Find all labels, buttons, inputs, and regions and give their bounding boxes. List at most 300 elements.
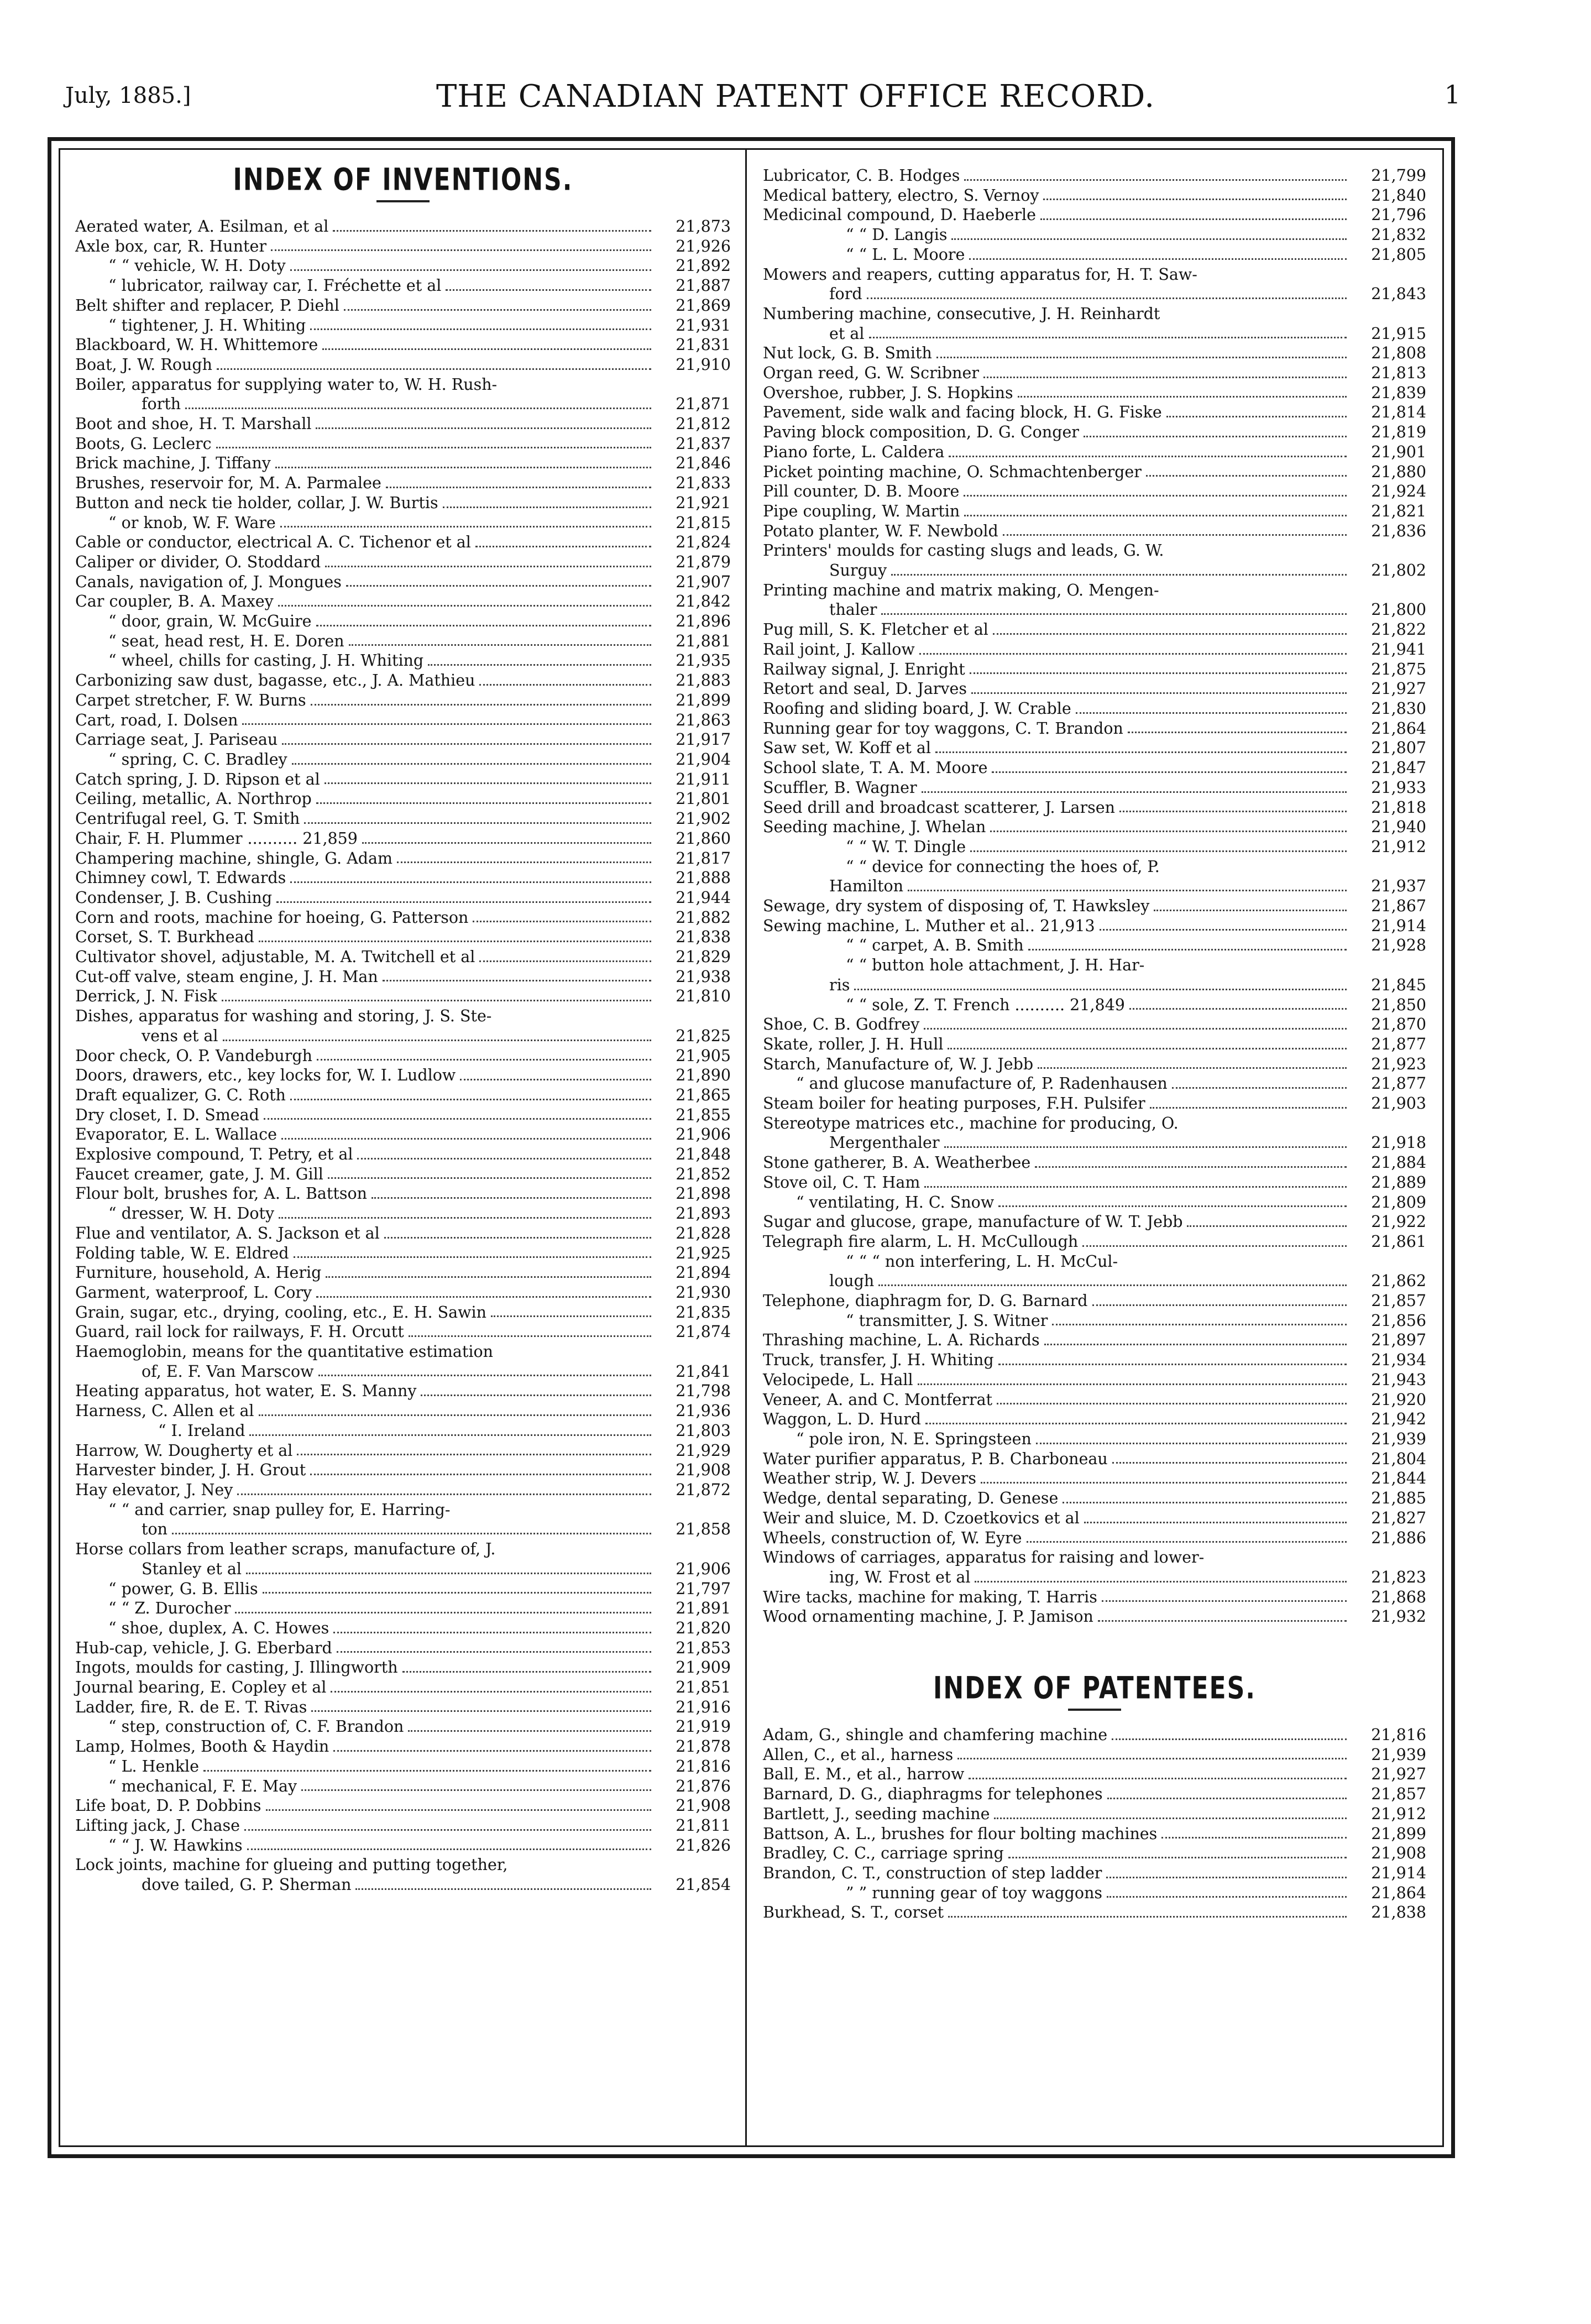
entry-text: Flue and ventilator, A. S. Jackson et al — [75, 1224, 380, 1242]
dot-leader — [1172, 1087, 1347, 1089]
entry-text: “ power, G. B. Ellis — [108, 1579, 258, 1598]
patent-number: 21,812 — [676, 415, 731, 434]
entry-text: Canals, navigation of, J. Mongues — [75, 572, 342, 591]
entry-text: Garment, waterproof, L. Cory — [75, 1283, 312, 1302]
patent-number: 21,905 — [676, 1046, 731, 1065]
dot-leader — [223, 1040, 652, 1041]
invention-entry — [763, 916, 1426, 936]
patentee-entry — [763, 1804, 1426, 1824]
dot-leader — [1112, 1462, 1347, 1464]
invention-entry — [75, 217, 731, 237]
patent-number: 21,832 — [1371, 226, 1426, 244]
invention-entry — [75, 1224, 731, 1244]
invention-entry — [763, 1232, 1426, 1252]
dot-leader — [276, 901, 651, 903]
invention-entry — [75, 1599, 731, 1618]
dot-leader — [333, 1750, 651, 1752]
entry-text: Sewing machine, L. Muther et al.. 21,913 — [763, 916, 1095, 935]
invention-entry — [763, 778, 1426, 798]
invention-entry — [75, 276, 731, 296]
dot-leader — [344, 309, 651, 311]
entry-text: Organ reed, G. W. Scribner — [763, 364, 979, 383]
dot-leader — [217, 368, 651, 370]
patent-number: 21,818 — [1371, 798, 1426, 817]
patent-number: 21,883 — [676, 671, 731, 690]
dot-leader — [1008, 1857, 1347, 1858]
entry-text: Centrifugal reel, G. T. Smith — [75, 810, 300, 828]
invention-entry — [763, 442, 1426, 462]
invention-entry — [75, 1421, 731, 1441]
dot-leader — [975, 1581, 1347, 1583]
entry-text: Wood ornamenting machine, J. P. Jamison — [763, 1607, 1093, 1626]
patent-number: 21,893 — [676, 1204, 731, 1223]
patent-number: 21,846 — [676, 454, 731, 473]
dot-leader — [259, 1414, 651, 1416]
dot-leader — [964, 179, 1347, 181]
entry-text: Brick machine, J. Tiffany — [75, 454, 271, 473]
entry-text: Stanley et al — [142, 1559, 242, 1578]
dot-leader — [460, 1079, 651, 1080]
entry-text: Shoe, C. B. Godfrey — [763, 1015, 920, 1034]
dot-leader — [1036, 1443, 1347, 1444]
patent-number: 21,872 — [676, 1481, 731, 1499]
inventions-heading: INDEX OF INVENTIONS. — [233, 162, 573, 198]
invention-entry — [75, 1579, 731, 1599]
dot-leader — [266, 1809, 651, 1811]
invention-entry — [763, 896, 1426, 916]
patent-number: 21,816 — [1371, 1726, 1426, 1745]
entry-text: ris — [829, 975, 850, 994]
patent-number: 21,881 — [676, 631, 731, 650]
entry-text: Lamp, Holmes, Booth & Haydin — [75, 1737, 329, 1756]
entry-text: et al — [829, 324, 865, 343]
entry-text: Pipe coupling, W. Martin — [763, 502, 960, 520]
entry-text: Carbonizing saw dust, bagasse, etc., J. A. Mathieu — [75, 671, 475, 690]
invention-entry — [75, 1638, 731, 1658]
invention-entry — [763, 541, 1426, 561]
issue-date: July, 1885.] — [65, 83, 191, 108]
entry-text: Sewage, dry system of disposing of, T. Hawksley — [763, 897, 1150, 916]
entry-text: Car coupler, B. A. Maxey — [75, 592, 274, 611]
patentees-list — [763, 1725, 1426, 1923]
invention-entry — [75, 1145, 731, 1164]
entry-text: Weir and sluice, M. D. Czoetkovics et al — [763, 1508, 1080, 1527]
patent-number: 21,906 — [676, 1125, 731, 1144]
patent-number: 21,942 — [1371, 1410, 1426, 1429]
invention-entry — [763, 995, 1426, 1015]
patent-number: 21,923 — [1371, 1054, 1426, 1073]
dot-leader — [203, 1770, 651, 1772]
invention-entry — [763, 186, 1426, 206]
dot-leader — [235, 1612, 651, 1613]
invention-entry — [763, 1212, 1426, 1232]
invention-entry — [763, 660, 1426, 680]
invention-entry — [75, 434, 731, 454]
entry-text: “ “ W. T. Dingle — [846, 837, 966, 856]
invention-entry — [75, 1362, 731, 1382]
dot-leader — [1106, 1877, 1347, 1878]
patent-number: 21,854 — [676, 1876, 731, 1894]
patent-number: 21,934 — [1371, 1351, 1426, 1370]
patent-number: 21,912 — [1371, 837, 1426, 856]
invention-entry — [75, 1026, 731, 1046]
entry-text: “ step, construction of, C. F. Brandon — [108, 1717, 404, 1736]
dot-leader — [242, 723, 651, 725]
invention-entry — [75, 237, 731, 257]
entry-text: Chair, F. H. Plummer .......... 21,859 — [75, 829, 358, 848]
patent-number: 21,909 — [676, 1658, 731, 1677]
dot-leader — [311, 1710, 651, 1712]
entry-text: Paving block composition, D. G. Conger — [763, 423, 1079, 442]
dot-leader — [294, 1256, 651, 1258]
invention-entry — [75, 1618, 731, 1638]
dot-leader — [409, 1335, 651, 1337]
invention-entry — [763, 1133, 1426, 1153]
dot-leader — [310, 1474, 651, 1475]
entry-text: “ ventilating, H. C. Snow — [796, 1193, 995, 1211]
patent-number: 21,917 — [676, 730, 731, 749]
invention-entry — [75, 1263, 731, 1283]
dot-leader — [346, 585, 651, 587]
invention-entry — [763, 581, 1426, 600]
dot-leader — [994, 1818, 1347, 1819]
invention-entry — [763, 1054, 1426, 1074]
entry-text: lough — [829, 1272, 875, 1291]
invention-entry — [75, 1066, 731, 1085]
dot-leader — [259, 941, 651, 942]
entry-text: “ spring, C. C. Bradley — [108, 750, 287, 769]
dot-leader — [317, 1059, 651, 1061]
entry-text: Pug mill, S. K. Fletcher et al — [763, 620, 988, 639]
entry-text: Wire tacks, machine for making, T. Harris — [763, 1587, 1097, 1606]
dot-leader — [281, 1138, 651, 1140]
patent-number: 21,803 — [676, 1421, 731, 1440]
entry-text: Catch spring, J. D. Ripson et al — [75, 770, 320, 788]
entry-text: “ wheel, chills for casting, J. H. Whiting — [108, 651, 424, 670]
invention-entry — [75, 552, 731, 572]
patent-number: 21,824 — [676, 533, 731, 552]
dot-leader — [310, 328, 651, 330]
dot-leader — [983, 377, 1347, 378]
invention-entry — [763, 225, 1426, 245]
patent-number: 21,831 — [676, 336, 731, 354]
patent-number: 21,820 — [676, 1618, 731, 1637]
entry-text: “ mechanical, F. E. May — [108, 1777, 297, 1795]
dot-leader — [922, 791, 1347, 793]
entry-text: Piano forte, L. Caldera — [763, 442, 945, 461]
invention-entry — [75, 809, 731, 829]
invention-entry — [763, 679, 1426, 699]
patent-number: 21,877 — [1371, 1074, 1426, 1093]
entry-text: Axle box, car, R. Hunter — [75, 237, 266, 255]
invention-entry — [763, 975, 1426, 995]
patent-number: 21,864 — [1371, 719, 1426, 738]
entry-text: Ball, E. M., et al., harrow — [763, 1765, 965, 1784]
invention-entry — [75, 256, 731, 276]
invention-entry — [763, 817, 1426, 837]
patent-number: 21,936 — [676, 1402, 731, 1420]
patent-number: 21,825 — [676, 1026, 731, 1045]
entry-text: Saw set, W. Koff et al — [763, 739, 931, 758]
invention-entry — [763, 422, 1426, 442]
dot-leader — [919, 653, 1347, 655]
invention-entry — [763, 1271, 1426, 1291]
patent-number: 21,908 — [1371, 1844, 1426, 1863]
dot-leader — [1084, 436, 1347, 437]
patent-number: 21,920 — [1371, 1390, 1426, 1409]
dot-leader — [981, 1482, 1347, 1484]
invention-entry — [75, 335, 731, 355]
entry-text: Seed drill and broadcast scatterer, J. Larsen — [763, 798, 1116, 817]
entry-text: Cart, road, I. Dolsen — [75, 711, 238, 729]
patent-number: 21,807 — [1371, 739, 1426, 758]
entry-text: Rail joint, J. Kallow — [763, 640, 915, 659]
patent-number: 21,864 — [1371, 1883, 1426, 1902]
entry-text: Hay elevator, J. Ney — [75, 1481, 233, 1499]
dot-leader — [869, 337, 1347, 338]
entry-text: Seeding machine, J. Whelan — [763, 818, 986, 837]
dot-leader — [355, 1888, 651, 1890]
invention-entry — [75, 1401, 731, 1421]
patent-number: 21,840 — [1371, 186, 1426, 205]
invention-entry — [75, 1500, 731, 1520]
entry-text: “ “ D. Langis — [846, 226, 948, 244]
entry-text: Roofing and sliding board, J. W. Crable — [763, 699, 1071, 718]
patent-number: 21,894 — [676, 1263, 731, 1282]
entry-text: Wheels, construction of, W. Eyre — [763, 1528, 1022, 1547]
entry-text: Belt shifter and replacer, P. Diehl — [75, 296, 339, 315]
patent-number: 21,935 — [676, 651, 731, 670]
dot-leader — [282, 743, 651, 745]
entry-text: Dishes, apparatus for washing and storing, J. S. Ste- — [75, 1007, 492, 1026]
patent-number: 21,878 — [676, 1737, 731, 1756]
dot-leader — [970, 672, 1347, 674]
dot-leader — [271, 249, 651, 251]
entry-text: Draft equalizer, G. C. Roth — [75, 1085, 286, 1104]
entry-text: Stereotype matrices etc., machine for producing, O. — [763, 1114, 1179, 1132]
dot-leader — [316, 802, 651, 804]
entry-text: Surguy — [829, 561, 887, 580]
invention-entry — [763, 363, 1426, 383]
dot-leader — [357, 1158, 651, 1160]
entry-text: of, E. F. Van Marscow — [142, 1362, 314, 1381]
patent-number: 21,816 — [676, 1757, 731, 1775]
invention-entry — [75, 986, 731, 1006]
patent-number: 21,863 — [676, 711, 731, 729]
dot-leader — [326, 1276, 651, 1278]
entry-text: “ “ sole, Z. T. French .......... 21,849 — [846, 995, 1125, 1014]
dot-leader — [349, 644, 651, 646]
patent-number: 21,833 — [676, 474, 731, 493]
entry-text: Barnard, D. G., diaphragms for telephones — [763, 1785, 1103, 1804]
dot-leader — [479, 960, 651, 962]
entry-text: Lock joints, machine for glueing and putting together, — [75, 1856, 508, 1874]
invention-entry — [75, 770, 731, 790]
patentee-entry — [763, 1784, 1426, 1804]
patent-number: 21,931 — [676, 316, 731, 335]
patent-number: 21,850 — [1371, 995, 1426, 1014]
dot-leader — [362, 842, 651, 844]
entry-text: Pavement, side walk and facing block, H. G. Fiske — [763, 403, 1162, 422]
patent-number: 21,819 — [1371, 423, 1426, 442]
entry-text: Adam, G., shingle and chamfering machine — [763, 1726, 1108, 1745]
entry-text: “ seat, head rest, H. E. Doren — [108, 631, 344, 650]
entry-text: Wedge, dental separating, D. Genese — [763, 1489, 1059, 1508]
invention-entry — [75, 1303, 731, 1323]
patent-number: 21,845 — [1371, 975, 1426, 994]
invention-entry — [763, 1094, 1426, 1114]
patent-number: 21,941 — [1371, 640, 1426, 659]
dot-leader — [311, 704, 651, 706]
dot-leader — [491, 1315, 651, 1317]
dot-leader — [948, 1048, 1347, 1049]
dot-leader — [278, 605, 651, 607]
dot-leader — [908, 890, 1347, 891]
entry-text: “ pole iron, N. E. Springsteen — [796, 1430, 1032, 1448]
dot-leader — [964, 495, 1347, 497]
entry-text: Guard, rail lock for railways, F. H. Orcutt — [75, 1323, 404, 1341]
entry-text: Ladder, fire, R. de E. T. Rivas — [75, 1698, 307, 1716]
invention-entry — [75, 849, 731, 869]
patent-number: 21,798 — [676, 1382, 731, 1401]
invention-entry — [763, 1015, 1426, 1035]
entry-text: “ dresser, W. H. Doty — [108, 1204, 275, 1223]
dot-leader — [993, 633, 1347, 635]
invention-entry — [75, 1046, 731, 1066]
invention-entry — [75, 967, 731, 987]
patent-number: 21,869 — [676, 296, 731, 315]
invention-entry — [763, 1429, 1426, 1449]
entry-text: Veneer, A. and C. Montferrat — [763, 1390, 993, 1409]
invention-entry — [763, 640, 1426, 660]
entry-text: Mowers and reapers, cutting apparatus for, H. T. Saw- — [763, 265, 1197, 284]
patent-number: 21,847 — [1371, 759, 1426, 777]
entry-text: Mergenthaler — [829, 1134, 940, 1152]
invention-entry — [75, 355, 731, 375]
dot-leader — [854, 989, 1347, 990]
dot-leader — [1035, 1166, 1347, 1168]
patentee-entry — [763, 1725, 1426, 1745]
patent-number: 21,927 — [1371, 1765, 1426, 1784]
entry-text: Numbering machine, consecutive, J. H. Reinhardt — [763, 304, 1160, 323]
dot-leader — [970, 850, 1347, 852]
invention-entry — [75, 1698, 731, 1717]
dot-leader — [446, 289, 651, 291]
dot-leader — [172, 1533, 651, 1534]
invention-entry — [763, 304, 1426, 324]
invention-entry — [75, 927, 731, 947]
section-gap — [763, 1627, 1426, 1674]
entry-text: “ “ L. L. Moore — [846, 245, 965, 264]
invention-entry — [75, 493, 731, 513]
entry-text: Weather strip, W. J. Devers — [763, 1469, 977, 1488]
dot-leader — [1187, 1225, 1347, 1227]
patent-number: 21,841 — [676, 1362, 731, 1381]
patent-number: 21,862 — [1371, 1272, 1426, 1291]
invention-entry — [763, 1548, 1426, 1568]
invention-entry — [75, 631, 731, 651]
entry-text: Carriage seat, J. Pariseau — [75, 730, 278, 749]
invention-entry — [75, 1125, 731, 1145]
dot-leader — [397, 861, 651, 863]
entry-text: Steam boiler for heating purposes, F.H. Pulsifer — [763, 1094, 1145, 1113]
invention-entry — [763, 462, 1426, 482]
entry-text: “ or knob, W. F. Ware — [108, 513, 276, 532]
entry-text: Stove oil, C. T. Ham — [763, 1173, 920, 1192]
invention-entry — [75, 1164, 731, 1184]
entry-text: Faucet creamer, gate, J. M. Gill — [75, 1164, 323, 1183]
dot-leader — [1052, 1324, 1347, 1325]
dot-leader — [408, 1730, 651, 1732]
patentee-entry — [763, 1903, 1426, 1923]
invention-entry — [763, 1587, 1426, 1607]
dot-leader — [1003, 534, 1347, 536]
dot-leader — [479, 684, 651, 686]
entry-text: Corn and roots, machine for hoeing, G. Patterson — [75, 908, 469, 927]
invention-entry — [75, 789, 731, 809]
entry-text: Condenser, J. B. Cushing — [75, 888, 273, 907]
entry-text: Cultivator shovel, adjustable, M. A. Twitchell et al — [75, 948, 475, 967]
patent-number: 21,930 — [676, 1283, 731, 1302]
entry-text: Dry closet, I. D. Smead — [75, 1105, 259, 1124]
patent-number: 21,904 — [676, 750, 731, 769]
dot-leader — [951, 238, 1347, 240]
invention-entry — [763, 1489, 1426, 1508]
invention-entry — [75, 868, 731, 888]
patent-number: 21,919 — [676, 1717, 731, 1736]
entry-text: Doors, drawers, etc., key locks for, W. I. Ludlow — [75, 1066, 456, 1085]
invention-entry — [75, 711, 731, 730]
invention-entry — [763, 284, 1426, 304]
invention-entry — [75, 1658, 731, 1678]
dot-leader — [1040, 218, 1347, 220]
patent-number: 21,902 — [676, 810, 731, 828]
entry-text: ford — [829, 285, 862, 304]
patent-number: 21,879 — [676, 552, 731, 571]
dot-leader — [1161, 1837, 1347, 1839]
invention-entry — [75, 1796, 731, 1816]
invention-entry — [763, 561, 1426, 581]
dot-leader — [316, 1296, 651, 1298]
invention-entry — [75, 414, 731, 434]
invention-entry — [75, 829, 731, 849]
patent-number: 21,908 — [676, 1461, 731, 1480]
invention-entry — [75, 1875, 731, 1895]
dot-leader — [969, 1778, 1347, 1779]
patent-number: 21,874 — [676, 1323, 731, 1341]
patent-number: 21,901 — [1371, 442, 1426, 461]
invention-entry — [763, 1114, 1426, 1134]
patent-number: 21,861 — [1371, 1232, 1426, 1251]
entry-text: Hub-cap, vehicle, J. G. Eberbard — [75, 1638, 332, 1657]
dot-leader — [1063, 1502, 1347, 1503]
patent-number: 21,800 — [1371, 600, 1426, 619]
dot-leader — [1107, 1896, 1347, 1898]
entry-text: Hamilton — [829, 877, 904, 896]
patent-number: 21,914 — [1371, 1863, 1426, 1882]
invention-entry — [763, 758, 1426, 778]
invention-entry — [763, 245, 1426, 265]
entry-text: Ceiling, metallic, A. Northrop — [75, 790, 312, 808]
dot-leader — [473, 921, 651, 922]
dot-leader — [1084, 1522, 1347, 1523]
dot-leader — [292, 763, 651, 765]
patent-number: 21,876 — [676, 1777, 731, 1795]
entry-text: “ transmitter, J. S. Witner — [846, 1311, 1048, 1330]
patent-number: 21,940 — [1371, 818, 1426, 837]
invention-entry — [763, 1153, 1426, 1173]
invention-entry — [75, 691, 731, 711]
